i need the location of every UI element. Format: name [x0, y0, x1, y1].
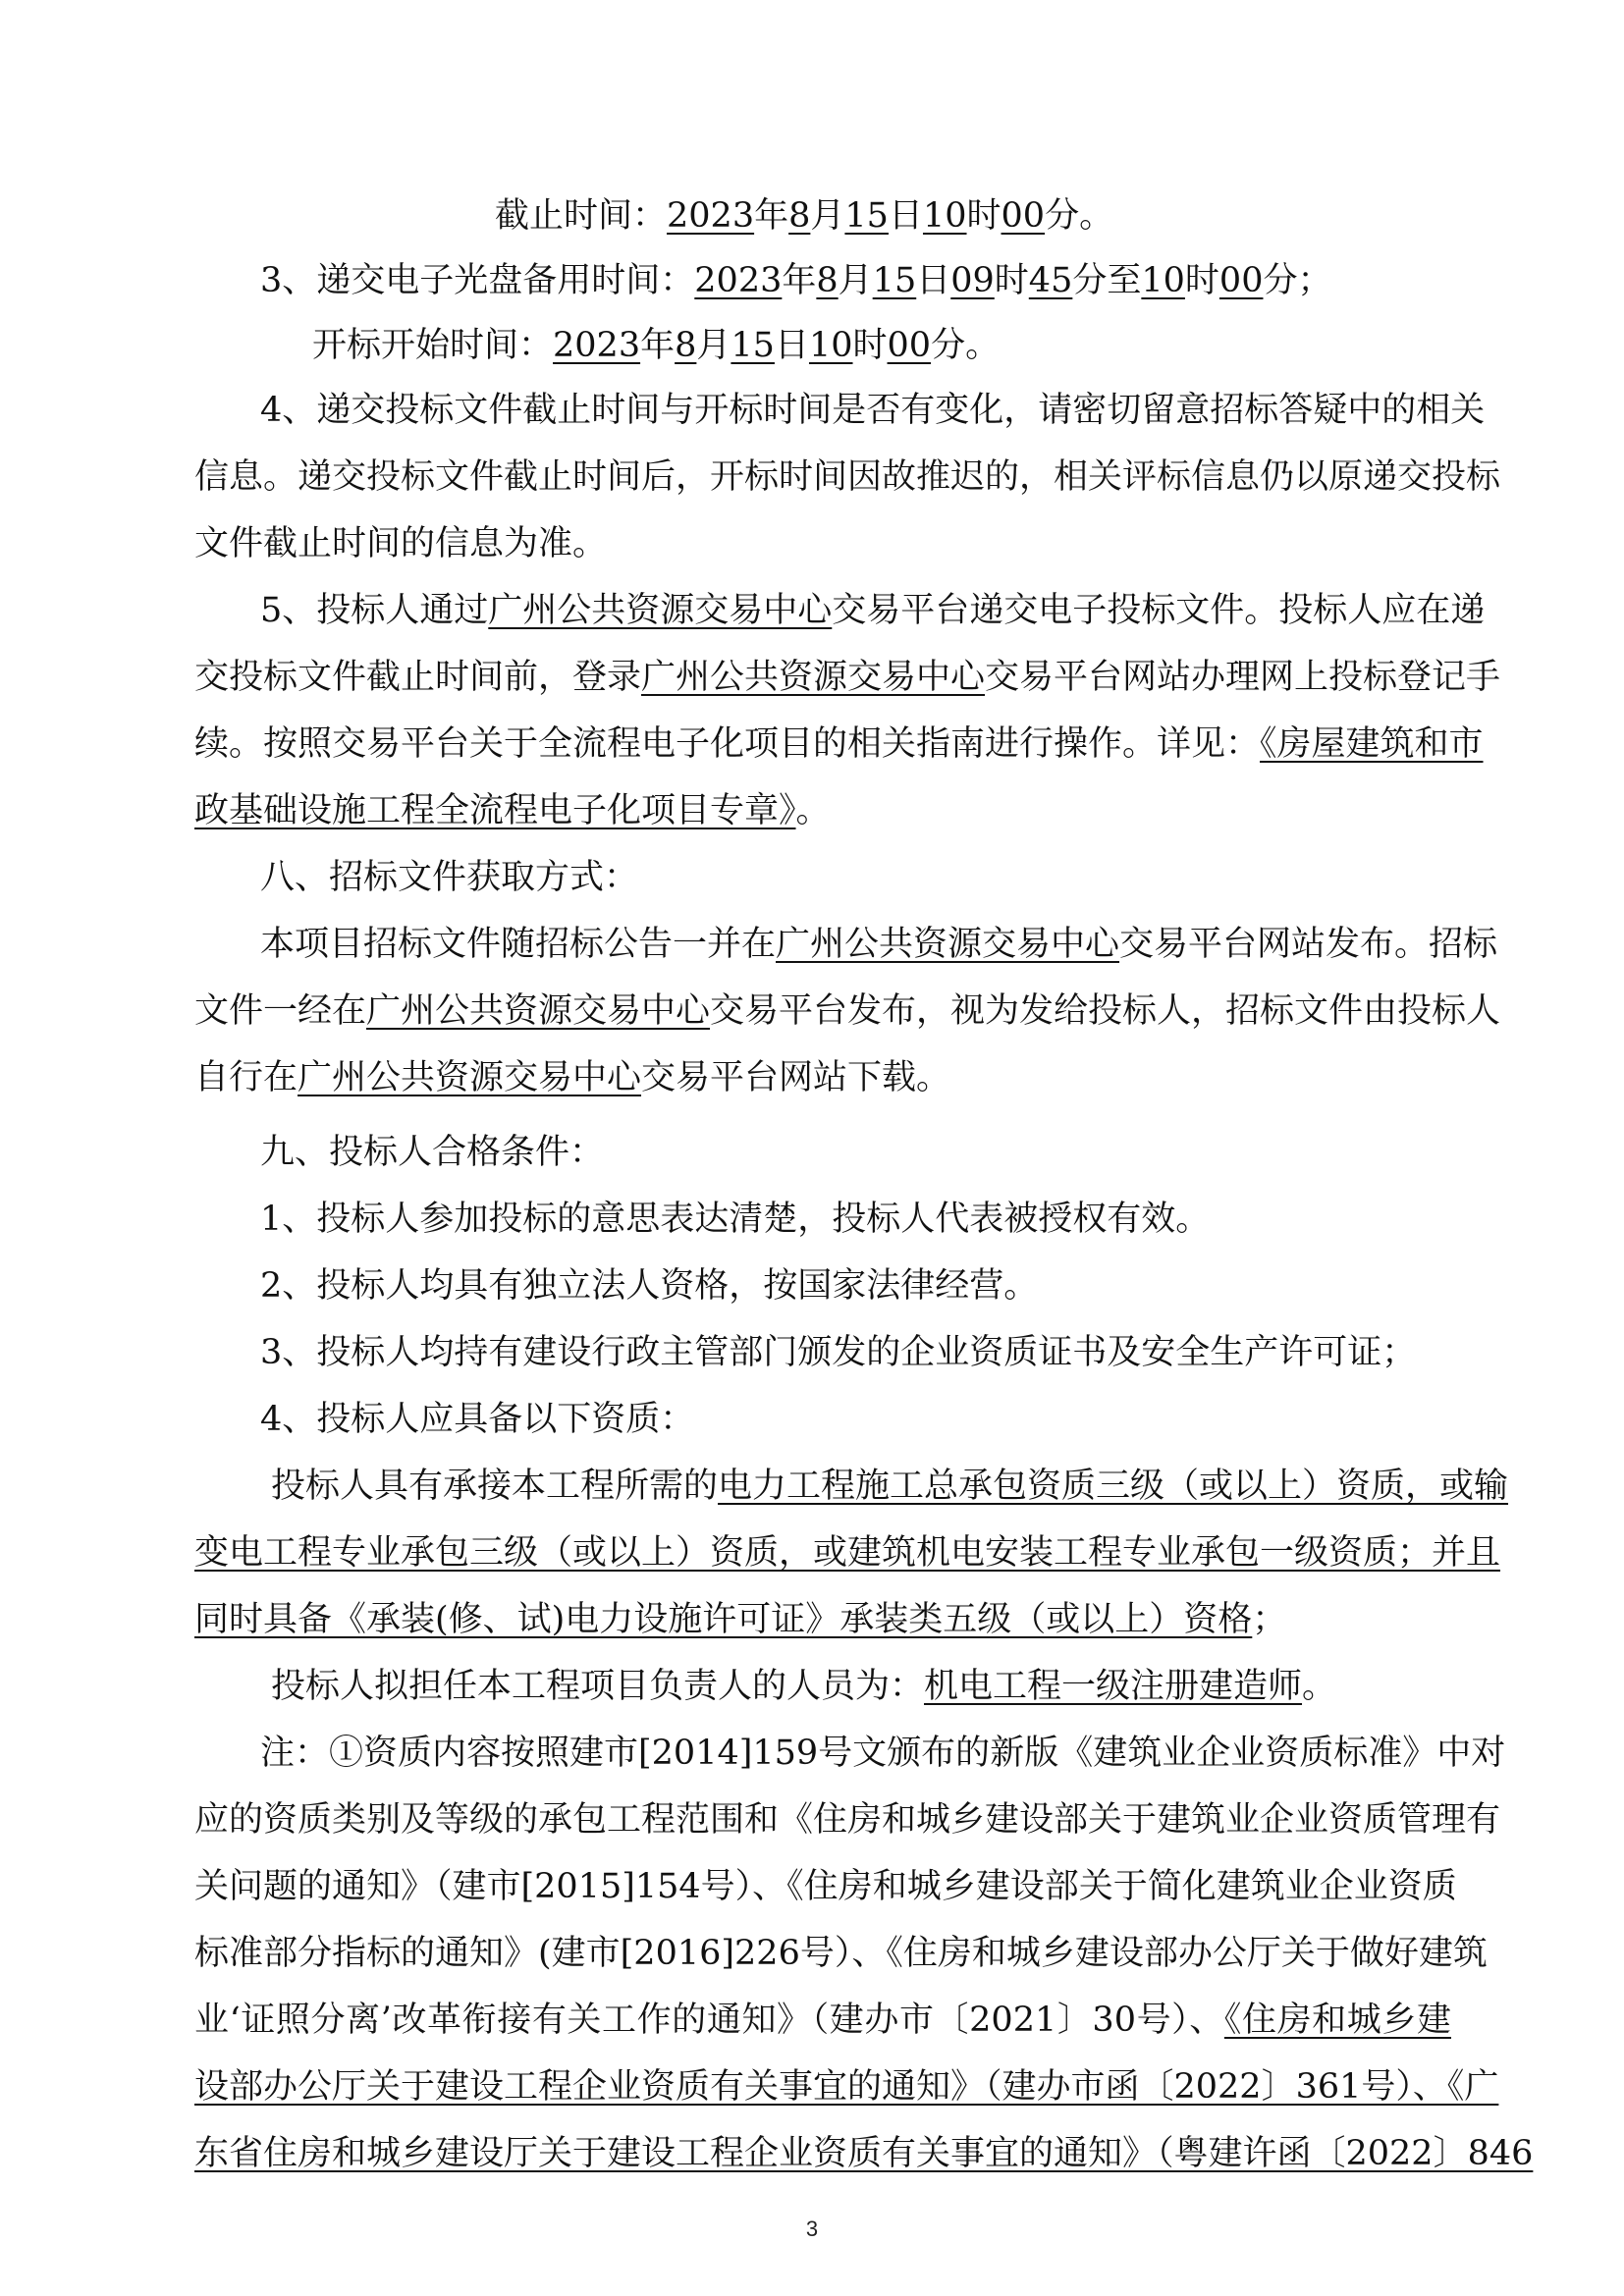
text: 投标人拟担任本工程项目负责人的人员为：: [271, 1667, 925, 1706]
text: 年: [754, 196, 789, 236]
text: 日: [916, 261, 951, 300]
text: 分。: [931, 326, 1001, 365]
section-heading: 八、招标文件获取方式：: [260, 858, 639, 897]
paragraph-line: [194, 721, 1484, 768]
paragraph-line: [194, 787, 1451, 834]
hour-value: 10: [922, 196, 967, 236]
text: 分至: [1072, 261, 1142, 300]
minute-value: 00: [1001, 196, 1046, 236]
text: 。: [795, 791, 831, 830]
manager-qualification: 机电工程一级注册建造师: [924, 1667, 1303, 1706]
paragraph-line: 1、投标人参加投标的意思表达清楚，投标人代表被授权有效。: [260, 1200, 1211, 1239]
text: 时: [966, 196, 1001, 236]
paragraph-line: 3、投标人均持有建设行政主管部门颁发的企业资质证书及安全生产许可证；: [260, 1333, 1417, 1372]
regulation-link[interactable]: 东省住房和城乡建设厅关于建设工程企业资质有关事宜的通知》（粤建许函〔2022〕846: [194, 2134, 1534, 2173]
month-value: 8: [816, 261, 839, 300]
text: ；: [1252, 1600, 1287, 1639]
text: 3、递交电子光盘备用时间：: [260, 261, 695, 300]
year-value: 2023: [694, 261, 783, 300]
paragraph-line: 4、递交投标文件截止时间与开标时间是否有变化，请密切留意招标答疑中的相关: [260, 391, 1486, 430]
text: 投标人具有承接本工程所需的: [271, 1467, 719, 1506]
text: 5、投标人通过: [260, 591, 489, 630]
text: 月: [696, 326, 731, 365]
regulation-link[interactable]: 设部办公厅关于建设工程企业资质有关事宜的通知》（建办市函〔2022〕361号）、《广: [194, 2067, 1499, 2107]
month-value: 8: [675, 326, 697, 365]
paragraph-line: 4、投标人应具备以下资质：: [260, 1400, 695, 1439]
paragraph-line: 2、投标人均具有独立法人资格，按国家法律经营。: [260, 1266, 1039, 1306]
platform-name: 广州公共资源交易中心: [366, 991, 711, 1031]
platform-name: 广州公共资源交易中心: [488, 591, 833, 630]
minute-value: 00: [887, 326, 932, 365]
note-line: [194, 1997, 1451, 2044]
text: 开标开始时间：: [312, 326, 554, 365]
paragraph-line: [194, 988, 1501, 1035]
text: 时: [994, 261, 1029, 300]
hour-value: 09: [950, 261, 995, 300]
text: 分。: [1045, 196, 1114, 236]
platform-name: 广州公共资源交易中心: [298, 1058, 642, 1097]
text: 交投标文件截止时间前，登录: [194, 658, 642, 697]
paragraph-line: [194, 654, 1501, 701]
text: 自行在: [194, 1058, 298, 1097]
paragraph-line: [260, 921, 1498, 968]
text: 截止时间：: [495, 196, 668, 236]
bid-deadline-line: [495, 192, 1379, 240]
text: 本项目招标文件随招标公告一并在: [260, 925, 777, 964]
text: 年: [782, 261, 817, 300]
note-line: 关问题的通知》（建市[2015]154号）、《住房和城乡建设部关于简化建筑业企业资质: [194, 1867, 1457, 1906]
qualification-line: [194, 1596, 1451, 1643]
paragraph-line: [260, 587, 1486, 634]
platform-name: 广州公共资源交易中心: [641, 658, 986, 697]
page-number: 3: [805, 2216, 819, 2241]
text: 时: [852, 326, 888, 365]
hour-value: 10: [808, 326, 853, 365]
section-heading: 九、投标人合格条件：: [260, 1133, 605, 1172]
text: 文件一经在: [194, 991, 367, 1031]
text: 月: [810, 196, 845, 236]
month-value: 8: [788, 196, 811, 236]
text: 交易平台递交电子投标文件。投标人应在递: [832, 591, 1486, 630]
bid-opening-time-line: [312, 322, 1392, 369]
year-value: 2023: [553, 326, 641, 365]
note-line: 注：①资质内容按照建市[2014]159号文颁布的新版《建筑业企业资质标准》中对: [260, 1734, 1506, 1773]
qualification-line: 变电工程专业承包三级（或以上）资质，或建筑机电安装工程专业承包一级资质；并且: [194, 1533, 1501, 1573]
text: 分；: [1263, 261, 1332, 300]
text: 交易平台发布，视为发给投标人，招标文件由投标人: [710, 991, 1501, 1031]
qualification-line: [271, 1463, 1509, 1510]
minute-value: 00: [1218, 261, 1264, 300]
note-line: 标准部分指标的通知》(建市[2016]226号）、《住房和城乡建设部办公厅关于做好建筑: [194, 1934, 1488, 1973]
note-line: 应的资质类别及等级的承包工程范围和《住房和城乡建设部关于建筑业企业资质管理有: [194, 1800, 1501, 1840]
paragraph-line: 文件截止时间的信息为准。: [194, 524, 608, 563]
text: 交易平台网站下载。: [641, 1058, 951, 1097]
text: 日: [774, 326, 809, 365]
text: 交易平台网站发布。招标: [1119, 925, 1498, 964]
qualification-text: 电力工程施工总承包资质三级（或以上）资质，或输: [718, 1467, 1509, 1506]
hour-value: 10: [1141, 261, 1185, 300]
text: 年: [640, 326, 676, 365]
project-manager-line: [271, 1663, 1528, 1710]
platform-name: 广州公共资源交易中心: [776, 925, 1120, 964]
text: 续。按照交易平台关于全流程电子化项目的相关指南进行操作。详见：: [194, 724, 1261, 764]
minute-value: 45: [1028, 261, 1073, 300]
regulation-link[interactable]: 《住房和城乡建: [1223, 2001, 1451, 2040]
special-chapter-link[interactable]: 《房屋建筑和市: [1260, 724, 1484, 764]
cd-backup-time-line: [260, 257, 1458, 304]
paragraph-line: [194, 1054, 1451, 1101]
year-value: 2023: [667, 196, 755, 236]
day-value: 15: [731, 326, 775, 365]
special-chapter-link[interactable]: 政基础设施工程全流程电子化项目专章》: [194, 791, 796, 830]
day-value: 15: [872, 261, 917, 300]
text: 业‘证照分离’改革衔接有关工作的通知》（建办市〔2021〕30号）、: [194, 2001, 1224, 2040]
paragraph-line: 信息。递交投标文件截止时间后，开标时间因故推迟的，相关评标信息仍以原递交投标: [194, 457, 1501, 497]
text: 月: [838, 261, 873, 300]
qualification-text: 同时具备《承装(修、试)电力设施许可证》承装类五级（或以上）资格: [194, 1600, 1253, 1639]
text: 交易平台网站办理网上投标登记手: [985, 658, 1501, 697]
text: 时: [1184, 261, 1219, 300]
text: 日: [888, 196, 923, 236]
day-value: 15: [844, 196, 889, 236]
text: 。: [1302, 1667, 1337, 1706]
